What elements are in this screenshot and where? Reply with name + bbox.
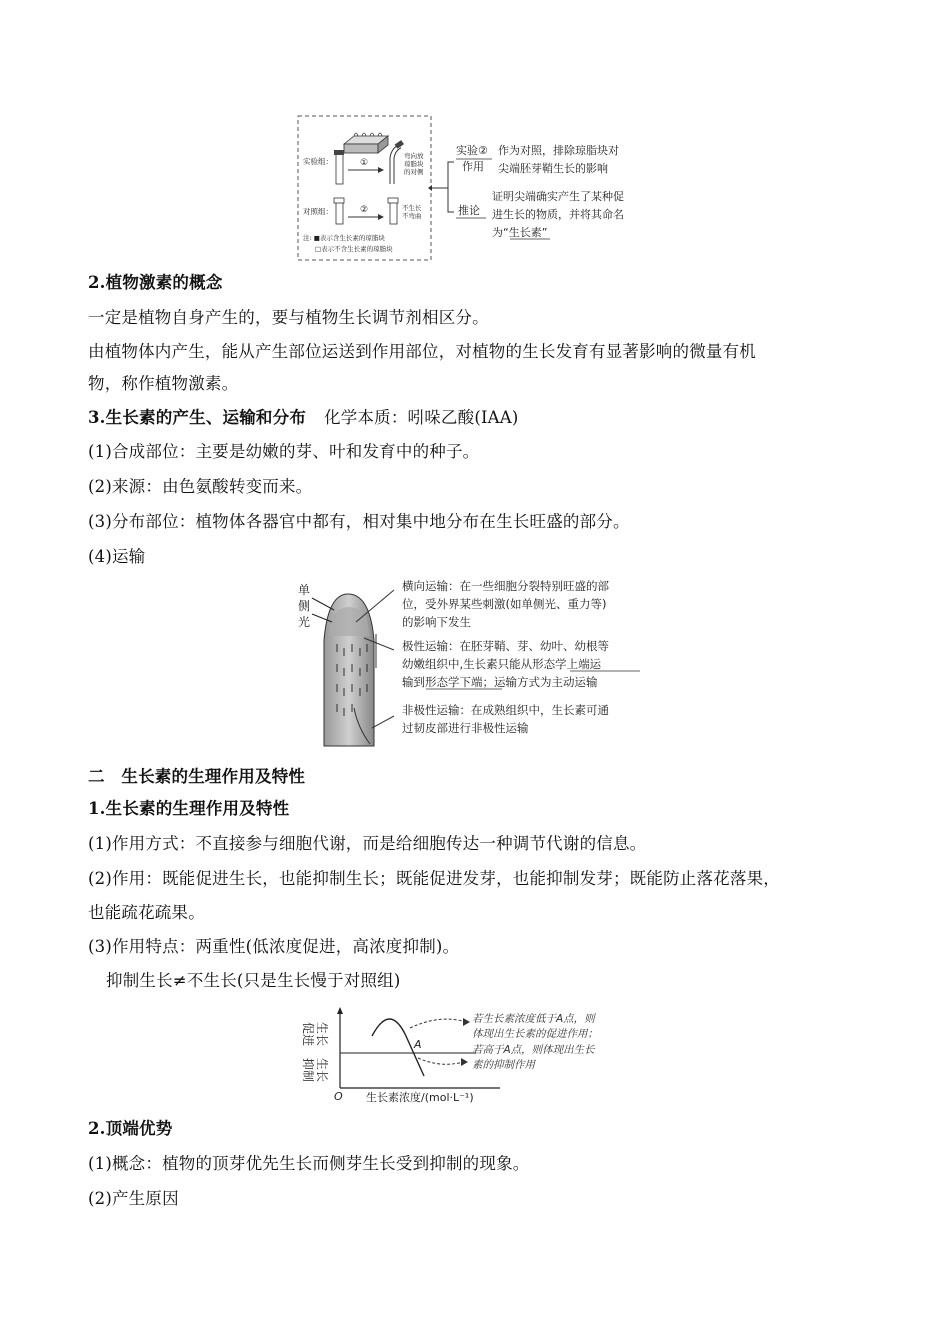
- polar-2: 幼嫩组织中,生长素只能从形态学上端运: [402, 657, 602, 671]
- auxin-curve-figure: [300, 1006, 640, 1108]
- note1: 注: ■表示含生长素的琼脂块: [303, 234, 385, 242]
- exp2-label: 实验②: [456, 144, 488, 157]
- exp-group-label: 实验组：: [303, 157, 333, 166]
- ctrl-group-label: 对照组：: [303, 207, 333, 216]
- result2-line2: 不弯曲: [402, 212, 422, 220]
- origin-label: O: [334, 1090, 343, 1103]
- p2-1-3: (3)作用特点：两重性(低浓度促进，高浓度抑制)。: [88, 937, 460, 956]
- infer-text-2: 进生长的物质，并将其命名: [492, 208, 624, 221]
- transport-figure: [292, 578, 662, 750]
- s3-4: (4)运输: [88, 547, 146, 566]
- y-bottom-2: 生长: [315, 1058, 329, 1083]
- s3-title: 3.生长素的产生、运输和分布: [88, 408, 307, 427]
- s2-p1: 一定是植物自身产生的，要与植物生长调节剂相区分。: [88, 308, 489, 327]
- s3-2: (2)来源：由色氨酸转变而来。: [88, 477, 313, 496]
- nonpolar-2: 过韧皮部进行非极性运输: [402, 721, 529, 735]
- light-label-1: 单: [298, 583, 311, 597]
- s3-3: (3)分布部位：植物体各器官中都有，相对集中地分布在生长旺盛的部分。: [88, 512, 630, 531]
- agar-block-icon: [344, 133, 388, 153]
- step2-label: ②: [360, 205, 369, 215]
- lateral-1: 横向运输：在一些细胞分裂特别旺盛的部: [402, 579, 609, 593]
- lateral-2: 位，受外界某些刺激(如单侧光、重力等): [402, 597, 607, 611]
- experiment-figure: [296, 114, 680, 264]
- result2-line1: 不生长: [402, 204, 422, 212]
- infer-text-1: 证明尖端确实产生了某种促: [492, 190, 624, 203]
- exp2-text-2: 尖端胚芽鞘生长的影响: [498, 162, 608, 175]
- note-b-2: 素的抑制作用: [472, 1059, 535, 1071]
- nonpolar-1: 非极性运输：在成熟组织中，生长素可通: [402, 703, 609, 717]
- p2-1-1: (1)作用方式：不直接参与细胞代谢，而是给细胞传达一种调节代谢的信息。: [88, 834, 647, 853]
- light-label-3: 光: [298, 615, 311, 629]
- step1-label: ①: [360, 158, 369, 168]
- note-a-2: 体现出生长素的促进作用；: [472, 1028, 598, 1040]
- s2-p2a: 由植物体内产生，能从产生部位运送到作用部位，对植物的生长发育有显著影响的微量有机: [88, 342, 756, 361]
- part2-title: 二 生长素的生理作用及特性: [88, 767, 306, 786]
- note-a-1: 若生长素浓度低于A点，则: [472, 1013, 595, 1025]
- s2-title: 2.植物激素的概念: [88, 273, 223, 292]
- point-a-label: A: [414, 1038, 422, 1051]
- s2-p2b: 物，称作植物激素。: [88, 374, 239, 393]
- polar-1: 极性运输：在胚芽鞘、芽、幼叶、幼根等: [402, 639, 609, 653]
- exp2-text-1: 作为对照，排除琼脂块对: [498, 144, 619, 157]
- y-bottom-1: 抑制: [301, 1058, 315, 1083]
- note-b-1: 若高于A点，则体现出生长: [472, 1044, 595, 1056]
- result1-line1: 弯向放: [404, 152, 424, 160]
- y-top-2: 生长: [315, 1022, 329, 1047]
- p2-1-title: 1.生长素的生理作用及特性: [88, 799, 290, 818]
- lateral-3: 的影响下发生: [402, 615, 471, 629]
- p2-2-1: (1)概念：植物的顶芽优先生长而侧芽生长受到抑制的现象。: [88, 1154, 530, 1173]
- light-label-2: 侧: [298, 599, 311, 613]
- y-top-1: 促进: [301, 1022, 315, 1047]
- p2-1-note: 抑制生长≠不生长(只是生长慢于对照组): [106, 971, 401, 990]
- result1-line2: 琼脂块: [404, 160, 424, 168]
- s3-title-row: [88, 407, 519, 429]
- polar-3: 输到形态学下端；运输方式为主动运输: [402, 675, 598, 689]
- infer-text-3: 为“生长素”: [492, 226, 548, 239]
- infer-label: 推论: [458, 204, 480, 217]
- p2-1-2a: (2)作用：既能促进生长，也能抑制生长；既能促进发芽，也能抑制发芽；既能防止落花落果，: [88, 869, 780, 888]
- note2: □表示不含生长素的琼脂块: [315, 245, 393, 253]
- s3-title-tail: 化学本质：吲哚乙酸(IAA): [324, 408, 519, 427]
- s3-1: (1)合成部位：主要是幼嫩的芽、叶和发育中的种子。: [88, 442, 480, 461]
- p2-2-title: 2.顶端优势: [88, 1119, 173, 1138]
- result1-line3: 的对侧: [404, 168, 424, 176]
- p2-1-2b: 也能疏花疏果。: [88, 903, 205, 922]
- p2-2-2: (2)产生原因: [88, 1189, 179, 1208]
- x-axis-label: 生长素浓度/(mol·L⁻¹): [366, 1091, 474, 1104]
- exp2-sub: 作用: [462, 160, 484, 173]
